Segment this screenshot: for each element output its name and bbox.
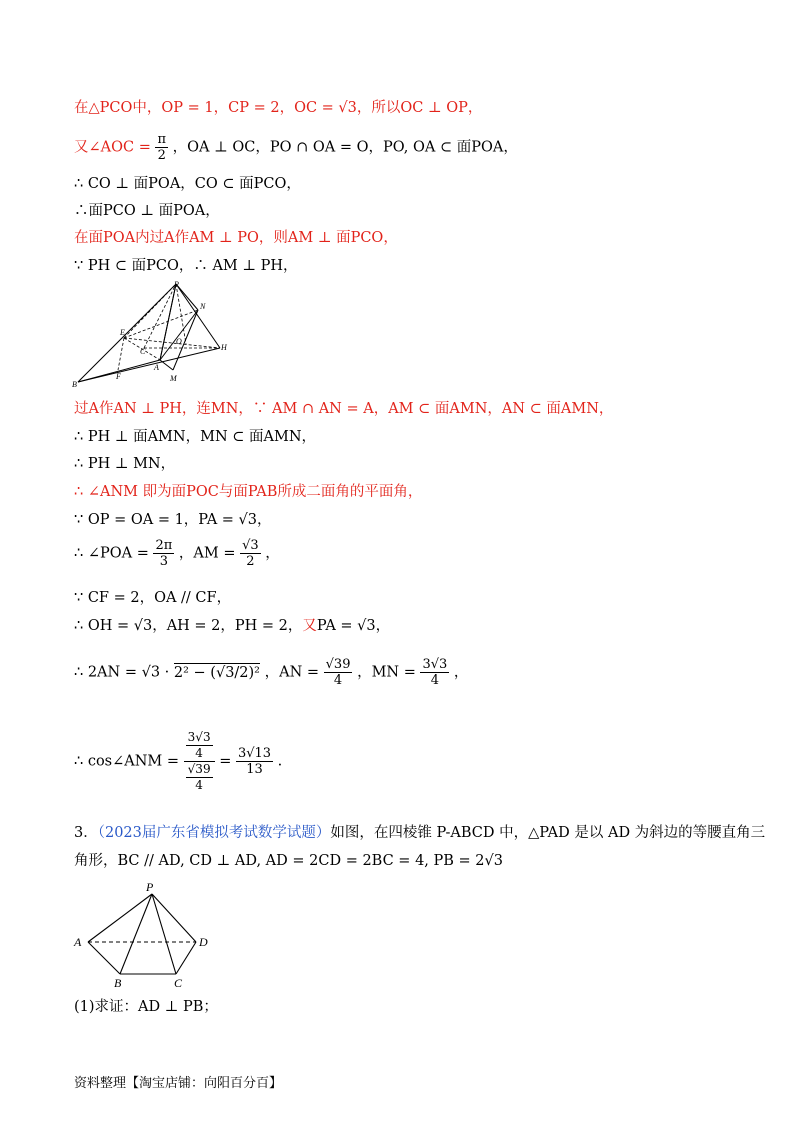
pyramid-figure-2: [70, 880, 220, 992]
solution-line-6: ∵ PH ⊂ 面PCO，∴ AM ⊥ PH，: [74, 258, 298, 274]
fig1-label-c: C: [140, 347, 146, 356]
solution-line-3: ∴ CO ⊥ 面POA，CO ⊂ 面PCO，: [74, 176, 301, 192]
solution-line-16: ∴ cos∠ANM = $\frac{\frac{3√3}{4}}{\frac{√39}{4}}$ = $\frac{3√13}{13}$ .: [74, 730, 283, 792]
fig2-label-c: C: [174, 976, 183, 990]
pyramid-figure-1: [70, 278, 240, 390]
fig2-label-d: D: [199, 935, 208, 949]
fig1-label-o: O: [176, 337, 182, 346]
fig1-label-m: M: [170, 374, 177, 383]
solution-line-4: ∴面PCO ⊥ 面POA，: [74, 203, 220, 219]
fig1-label-e: E: [120, 328, 125, 337]
solution-line-13: ∵ CF = 2，OA // CF，: [74, 590, 232, 606]
fraction-3sqrt13-over-13: $\frac{3√13}{13}$: [237, 746, 272, 777]
fig1-label-h: H: [221, 343, 227, 352]
fraction-3sqrt3-over-4: $\frac{3√3}{4}$: [422, 657, 448, 688]
complex-fraction: $\frac{\frac{3√3}{4}}{\frac{√39}{4}}$: [184, 730, 215, 793]
fig2-label-a: A: [74, 935, 82, 949]
solution-line-10: ∴ ∠ANM 即为面POC与面PAB所成二面角的平面角，: [74, 484, 423, 500]
fraction-2pi-over-3: $\frac{2\pi}{3}$: [155, 538, 173, 569]
solution-line-12: ∴ ∠POA = $\frac{2\pi}{3}$ ，AM = $\frac{√3}{2}$ ，: [74, 538, 280, 569]
question-3-line-2: 角形，BC // AD, CD ⊥ AD, AD = 2CD = 2BC = 4, PB = 2√3: [74, 853, 503, 869]
footer: 资料整理【淘宝店铺：向阳百分百】: [74, 1076, 283, 1091]
fig1-label-b: B: [72, 380, 77, 389]
solution-line-9: ∴ PH ⊥ MN，: [74, 456, 176, 472]
fig2-label-p: P: [146, 880, 154, 894]
solution-line-5: 在面POA内过A作AM ⊥ PO，则AM ⊥ 面PCO，: [74, 230, 398, 246]
fig2-label-b: B: [114, 976, 122, 990]
solution-line-7: 过A作AN ⊥ PH，连MN，∵ AM ∩ AN = A，AM ⊂ 面AMN，AN ⊂ 面AMN，: [74, 401, 614, 417]
fig1-label-a: A: [154, 363, 159, 372]
question-source: （2023届广东省模拟考试数学试题）: [97, 825, 331, 841]
solution-line-15: ∴ 2AN = √3 · 2² − (√3/2)² ，AN = $\frac{√39}{4}$ ，MN = $\frac{3√3}{4}$ ，: [74, 657, 469, 688]
solution-line-11: ∵ OP = OA = 1，PA = √3，: [74, 512, 272, 528]
fig1-label-n: N: [200, 302, 206, 311]
solution-line-1: 在△PCO中，OP = 1，CP = 2，OC = √3，所以OC ⊥ OP，: [74, 100, 483, 116]
question-3-line-1: 3．（2023届广东省模拟考试数学试题）如图，在四棱锥 P-ABCD 中，△PAD 是以 AD 为斜边的等腰直角三: [74, 825, 766, 841]
fig1-label-f: F: [116, 372, 121, 381]
fraction-sqrt39-over-4: $\frac{√39}{4}$: [325, 657, 351, 688]
solution-line-8: ∴ PH ⊥ 面AMN，MN ⊂ 面AMN，: [74, 429, 317, 445]
fraction-sqrt3-over-2: $\frac{√3}{2}$: [242, 538, 259, 569]
solution-line-14: ∴ OH = √3，AH = 2，PH = 2，又PA = √3，: [74, 618, 391, 634]
radical-expression: 2² − (√3/2)²: [173, 664, 260, 681]
solution-line-2: 又∠AOC = $\frac{\pi}{2}$ ，OA ⊥ OC，PO ∩ OA = O，PO, OA ⊂ 面POA，: [74, 132, 518, 163]
fig1-label-p: P: [174, 280, 179, 289]
fraction-pi-over-2: $\frac{\pi}{2}$: [157, 132, 167, 163]
question-3-part-1: (1)求证：AD ⊥ PB；: [74, 999, 218, 1015]
